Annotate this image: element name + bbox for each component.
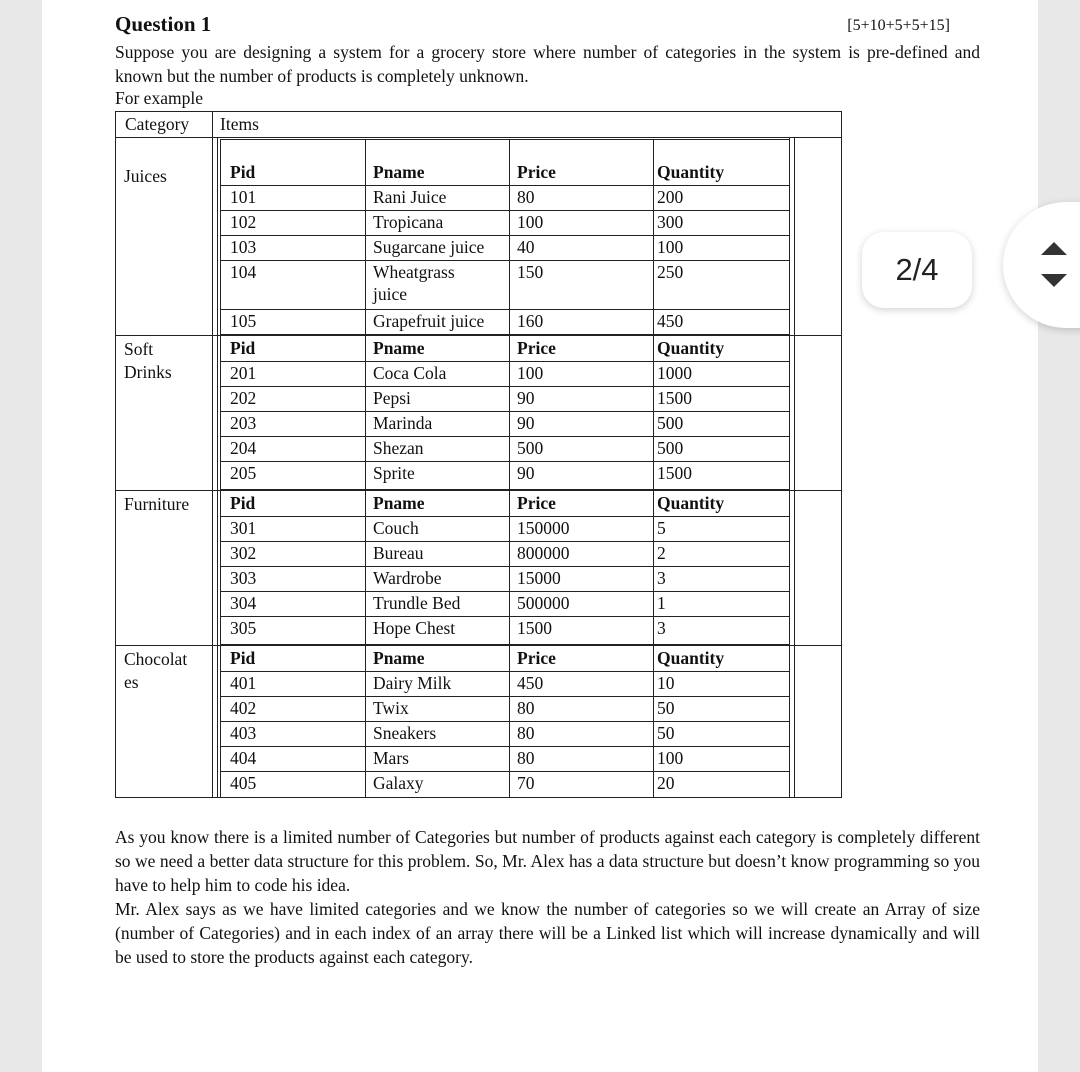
- cell-quantity: 500: [657, 413, 684, 433]
- column-divider: [365, 491, 366, 644]
- row-divider: [221, 436, 789, 437]
- cell-price: 100: [517, 363, 544, 383]
- cell-pname: Wheatgrass: [373, 262, 455, 282]
- cell-pname: Shezan: [373, 438, 424, 458]
- cell-quantity: 1: [657, 593, 666, 613]
- cell-price: 500000: [517, 593, 570, 613]
- column-divider: [509, 140, 510, 334]
- items-column-header: Items: [220, 114, 259, 134]
- row-divider: [221, 260, 789, 261]
- cell-price: 70: [517, 773, 535, 793]
- cell-pname: Couch: [373, 518, 419, 538]
- row-divider: [221, 541, 789, 542]
- cell-pid: 405: [230, 773, 257, 793]
- column-header-pid: Pid: [230, 338, 256, 358]
- cell-pid: 404: [230, 748, 257, 768]
- column-header-pname: Pname: [373, 493, 425, 513]
- cell-price: 80: [517, 723, 535, 743]
- cell-pid: 403: [230, 723, 257, 743]
- column-divider: [509, 336, 510, 489]
- cell-quantity: 100: [657, 748, 684, 768]
- inner-product-table: [220, 645, 790, 798]
- column-header-price: Price: [517, 648, 556, 668]
- cell-price: 500: [517, 438, 544, 458]
- cell-pname: Tropicana: [373, 212, 444, 232]
- inner-product-table: [220, 139, 790, 335]
- cell-pid: 401: [230, 673, 257, 693]
- question-intro: Suppose you are designing a system for a grocery store where number of categories in the system is pre-defined and known but the number of products is completely unknown.: [115, 42, 980, 86]
- row-divider: [221, 235, 789, 236]
- cell-pid: 105: [230, 311, 257, 331]
- row-divider: [221, 566, 789, 567]
- cell-price: 40: [517, 237, 535, 257]
- cell-pname: Hope Chest: [373, 618, 456, 638]
- column-header-pname: Pname: [373, 338, 425, 358]
- row-divider: [221, 721, 789, 722]
- cell-price: 1500: [517, 618, 552, 638]
- row-divider: [221, 309, 789, 310]
- cell-pname: Dairy Milk: [373, 673, 452, 693]
- cell-quantity: 200: [657, 187, 684, 207]
- row-divider: [221, 516, 789, 517]
- cell-quantity: 3: [657, 568, 666, 588]
- cell-pname: Galaxy: [373, 773, 424, 793]
- category-column-header: Category: [125, 114, 190, 134]
- column-header-pname: Pname: [373, 648, 425, 668]
- cell-price: 90: [517, 463, 535, 483]
- cell-pname: Marinda: [373, 413, 433, 433]
- cell-pname: Mars: [373, 748, 409, 768]
- body-paragraph-1: As you know there is a limited number of Categories but number of products against each category is completely different so we need a better data structure for this problem. So, Mr. Alex has a data structure but doesn’t know programming so you have to help him to code his idea.: [115, 827, 980, 895]
- product-table: [115, 111, 842, 798]
- cell-price: 160: [517, 311, 544, 331]
- cell-pid: 304: [230, 593, 257, 613]
- column-divider: [653, 336, 654, 489]
- cell-pid: 303: [230, 568, 257, 588]
- body-paragraph-2: Mr. Alex says as we have limited categories and we know the number of categories so we will create an Array of size (number of Categories) and in each index of an array there will be a Linked list which will increase dynamically and will be used to store the products against each category.: [115, 899, 980, 967]
- category-label: Chocolat: [124, 649, 188, 669]
- inner-product-table: [220, 490, 790, 645]
- cell-quantity: 10: [657, 673, 675, 693]
- cell-pid: 205: [230, 463, 257, 483]
- column-header-pid: Pid: [230, 648, 256, 668]
- cell-quantity: 50: [657, 723, 675, 743]
- row-divider: [221, 361, 789, 362]
- cell-quantity: 1500: [657, 463, 692, 483]
- cell-price: 150000: [517, 518, 570, 538]
- cell-price: 90: [517, 413, 535, 433]
- cell-pid: 302: [230, 543, 257, 563]
- row-divider: [221, 185, 789, 186]
- row-divider: [221, 411, 789, 412]
- category-label: Juices: [124, 166, 167, 186]
- cell-quantity: 5: [657, 518, 666, 538]
- cell-quantity: 250: [657, 262, 684, 282]
- cell-price: 80: [517, 748, 535, 768]
- column-header-pname: Pname: [373, 162, 425, 182]
- cell-quantity: 300: [657, 212, 684, 232]
- cell-pname: Pepsi: [373, 388, 411, 408]
- cell-pid: 203: [230, 413, 257, 433]
- cell-pname: Sneakers: [373, 723, 437, 743]
- cell-pname-line2: juice: [373, 284, 408, 304]
- cell-pid: 201: [230, 363, 257, 383]
- cell-price: 80: [517, 698, 535, 718]
- cell-pid: 301: [230, 518, 257, 538]
- cell-price: 90: [517, 388, 535, 408]
- row-divider: [221, 386, 789, 387]
- cell-pname: Coca Cola: [373, 363, 447, 383]
- cell-price: 800000: [517, 543, 570, 563]
- row-divider: [221, 671, 789, 672]
- category-label-line2: Drinks: [124, 362, 172, 382]
- cell-price: 450: [517, 673, 544, 693]
- cell-quantity: 50: [657, 698, 675, 718]
- column-divider: [365, 140, 366, 334]
- column-header-price: Price: [517, 162, 556, 182]
- cell-price: 15000: [517, 568, 561, 588]
- column-header-pid: Pid: [230, 162, 256, 182]
- cell-quantity: 2: [657, 543, 666, 563]
- cell-pid: 204: [230, 438, 257, 458]
- row-divider: [221, 696, 789, 697]
- column-divider: [653, 491, 654, 644]
- column-header-qty: Quantity: [657, 648, 725, 668]
- cell-pid: 202: [230, 388, 257, 408]
- cell-quantity: 1000: [657, 363, 692, 383]
- cell-quantity: 450: [657, 311, 684, 331]
- category-label: Soft: [124, 339, 154, 359]
- column-header-price: Price: [517, 493, 556, 513]
- chevron-down-icon[interactable]: [1041, 274, 1067, 287]
- cell-pname: Sprite: [373, 463, 415, 483]
- inner-product-table: [220, 335, 790, 490]
- column-header-pid: Pid: [230, 493, 256, 513]
- row-divider: [221, 771, 789, 772]
- example-label: For example: [115, 88, 203, 108]
- cell-pname: Trundle Bed: [373, 593, 461, 613]
- cell-pname: Rani Juice: [373, 187, 447, 207]
- cell-pname: Wardrobe: [373, 568, 442, 588]
- row-divider: [221, 746, 789, 747]
- cell-pid: 102: [230, 212, 257, 232]
- cell-pname: Sugarcane juice: [373, 237, 485, 257]
- cell-pid: 402: [230, 698, 257, 718]
- column-divider: [365, 336, 366, 489]
- cell-quantity: 500: [657, 438, 684, 458]
- category-label-line2: es: [124, 672, 139, 692]
- column-header-qty: Quantity: [657, 493, 725, 513]
- cell-pname: Twix: [373, 698, 409, 718]
- cell-pname: Grapefruit juice: [373, 311, 485, 331]
- cell-quantity: 100: [657, 237, 684, 257]
- cell-quantity: 1500: [657, 388, 692, 408]
- cell-price: 80: [517, 187, 535, 207]
- cell-pid: 305: [230, 618, 257, 638]
- category-label: Furniture: [124, 494, 190, 514]
- row-divider: [221, 591, 789, 592]
- row-divider: [221, 616, 789, 617]
- column-header-qty: Quantity: [657, 162, 725, 182]
- column-header-price: Price: [517, 338, 556, 358]
- cell-pname: Bureau: [373, 543, 424, 563]
- cell-pid: 103: [230, 237, 257, 257]
- row-divider: [221, 210, 789, 211]
- row-divider: [221, 461, 789, 462]
- question-title: Question 1: [115, 12, 212, 36]
- cell-price: 150: [517, 262, 544, 282]
- page-indicator: 2/4: [862, 232, 972, 308]
- question-marks: [5+10+5+5+15]: [847, 17, 950, 34]
- column-divider: [509, 491, 510, 644]
- cell-pid: 101: [230, 187, 257, 207]
- cell-quantity: 20: [657, 773, 675, 793]
- chevron-up-icon[interactable]: [1041, 242, 1067, 255]
- cell-quantity: 3: [657, 618, 666, 638]
- cell-price: 100: [517, 212, 544, 232]
- column-divider: [653, 140, 654, 334]
- cell-pid: 104: [230, 262, 257, 282]
- column-header-qty: Quantity: [657, 338, 725, 358]
